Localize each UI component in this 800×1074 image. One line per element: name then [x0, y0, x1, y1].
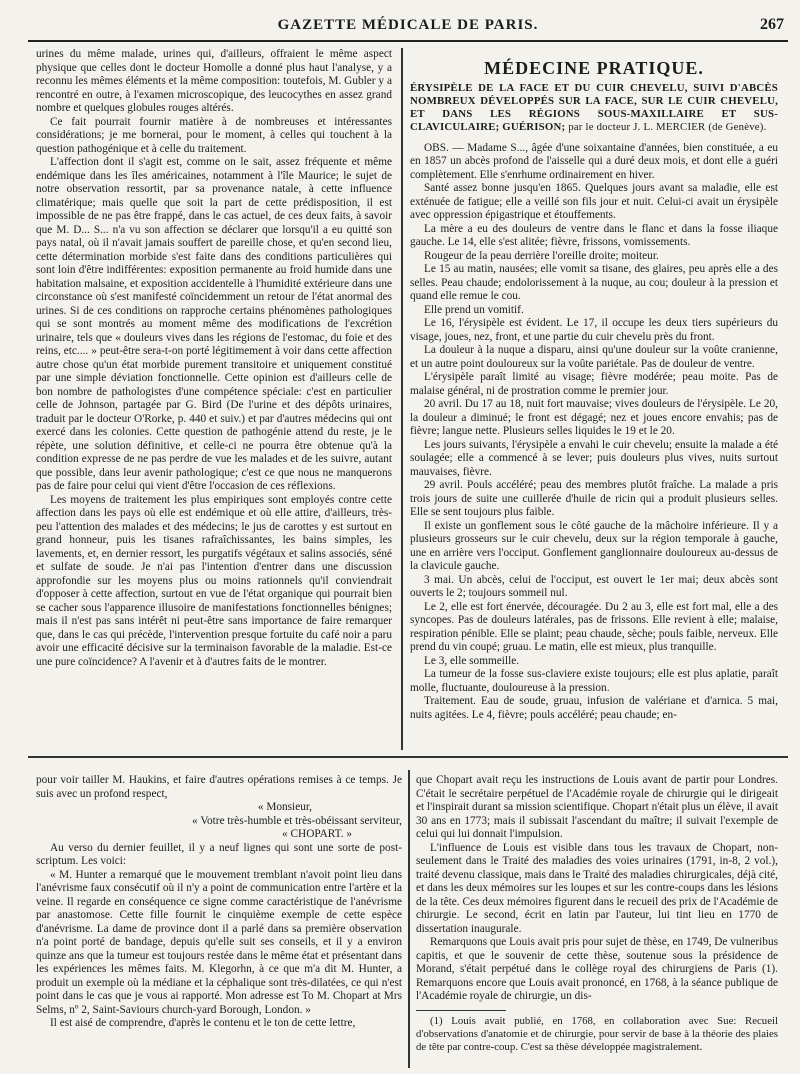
- paragraph: La douleur à la nuque a disparu, ainsi qu'une douleur sur la voûte cranienne, et un autre point douloureux sur la voûte pariétale. Pas de douleur de ventre.: [410, 344, 778, 370]
- paragraph: Au verso du dernier feuillet, il y a neuf lignes qui sont une sorte de post-scriptum. Les voici:: [36, 841, 402, 867]
- paragraph: OBS. — Madame S..., âgée d'une soixantaine d'années, bien constituée, a eu en 1857 un abcès profond de l'aisselle qui a duré deux mois, et dont elle a guéri complètement. Elle s'enrhume ordinairement en hiver.: [410, 141, 778, 181]
- paragraph: pour voir tailler M. Haukins, et faire d'autres opérations remises à ce temps. Je suis avec un profond respect,: [36, 774, 402, 800]
- letter-closing: « Votre très-humble et très-obéissant serviteur,: [192, 814, 402, 827]
- paragraph: Ce fait pourrait fournir matière à de nombreuses et intéressantes considérations; je me bornerai, pour le moment, à celles qui touchent à la question pathogénique et à celle du traitement.: [36, 115, 392, 155]
- paragraph: 3 mai. Un abcès, celui de l'occiput, est ouvert le 1er mai; deux abcès sont ouverts le 2; toujours sommeil nul.: [410, 573, 778, 599]
- paragraph: Elle prend un vomitif.: [424, 303, 524, 316]
- quoted-postscript: « M. Hunter a remarqué que le mouvement tremblant n'avoit point lieu dans l'anévrisme faux consécutif où il n'y a point de communication entre l'artère et la veine. Il regarde en conséquence ce signe comme caractéristique de l'anévrisme par anastomose. Cette fille fournit le cinquième exemple de cette espèce d'anévrisme. La dame de province dont il a parlé dans sa première observation n'a point porté de bandage, depuis qu'elle suit ses conseils, et il y a environ quinze ans que la tumeur est toujours restée dans le même état et présentant dans les expériences les mêmes faits. M. Klegorhn, à ce que m'a dit M. Hunter, a produit un exemple où la médiane et la céphalique sont très-dilatées, ce qui n'est point dans le cas que je vous ai rapporté. Mon adresse est To M. Chopart at Mrs Selms, nº 2, Saint-Saviours church-yard Borough, London. »: [36, 868, 402, 1016]
- paragraph: urines du même malade, urines qui, d'ailleurs, offraient le même aspect physique que celles dont le docteur Homolle a donné plus haut l'analyse, y a reconnu les mêmes éléments et la même composition: toutefois, M. Gubler y a rencontré en outre, à l'examen microscopique, des leucocythes en assez grand nombre et quelques globules rouges altérés.: [36, 48, 392, 114]
- paragraph: Le 15 au matin, nausées; elle vomit sa tisane, des glaires, peu après elle a des selles. Peau chaude; endolorissement à la nuque, au cou; douleur à la pression et quand elle remue le cou.: [410, 263, 778, 302]
- bottom-right-column: [416, 774, 778, 1066]
- paragraph: Il est aisé de comprendre, d'après le contenu et le ton de cette lettre,: [50, 1017, 356, 1029]
- paragraph: Santé assez bonne jusqu'en 1865. Quelques jours avant sa maladie, elle est exténuée de fatigue; elle a veillé son fils jour et nuit. Celui-ci avait un érysipèle avec oppression épigastrique et étouffements.: [410, 182, 778, 221]
- letter-salutation: « Monsieur,: [257, 801, 312, 813]
- page-number: 267: [760, 16, 784, 33]
- paragraph: 29 avril. Pouls accéléré; peau des membres plutôt fraîche. La malade a pris trois jours de suite une cuillerée d'huile de ricin qui a produit plusieurs selles. Elle se sent toujours plus faible.: [410, 479, 778, 518]
- paragraph: L'influence de Louis est visible dans tous les travaux de Chopart, non-seulement dans le Traité des maladies des voies urinaires (1791, in-8, 2 vol.), traité devenu classique, mais dans le Traité des maladies chirurgicales, déjà cité, et dans les deux mémoires sur les loupes et sur les contre-coups dans les lésions de la tête. Ces deux mémoires figurent dans le recueil des prix de l'Académie de chirurgie. Le second, écrit en latin par l'auteur, lui tint lieu en 1770 de dissertation inaugurale.: [416, 841, 778, 935]
- paragraph: Le 2, elle est fort énervée, découragée. Du 2 au 3, elle est fort mal, elle a des syncopes. Pas de douleurs latérales, pas de frissons. Elle revient à elle; malaise, respiration pénible. Elle se plaint; peau chaude, sèche; pouls faible, nerveux. Elle prend du vin coupé; gruau. Le matin, elle est mieux, plus tranquille.: [410, 600, 778, 653]
- article-title-text: ÉRYSIPÈLE DE LA FACE ET DU CUIR CHEVELU, SUIVI D'ABCÈS NOMBREUX DÉVELOPPÉS SUR LA FACE, SUR LE CUIR CHEVELU, ET DANS LES RÉGIONS SOUS-MAXILLAIRE ET SUS-CLAVICULAIRE; GUÉRISON;: [410, 81, 778, 133]
- paragraph: que Chopart avait reçu les instructions de Louis avant de partir pour Londres. C'était le secrétaire perpétuel de l'Académie royale de chirurgie qui le dirigeait et l'inspirait durant sa mission scientifique. Chopart n'était plus un élève, il avait 30 ans en 1773; mais il subissait l'ascendant du maître; il suivait l'exemple de celui qui lui donnait l'impulsion.: [416, 774, 778, 840]
- bottom-left-column: [36, 774, 402, 1066]
- paragraph: Le 16, l'érysipèle est évident. Le 17, il occupe les deux tiers supérieurs du visage, joues, nez, front, et une partie du cuir chevelu près du front.: [410, 317, 778, 343]
- section-title: MÉDECINE PRATIQUE.: [484, 58, 704, 78]
- paragraph: Traitement. Eau de soude, gruau, infusion de valériane et d'arnica. 5 mai, nuits agitées. Le 4, fièvre; pouls accéléré; peau chaude; en-: [410, 695, 778, 721]
- footnote-rule: [416, 1010, 506, 1011]
- paragraph: L'affection dont il s'agit est, comme on le sait, assez fréquente et même endémique dans les îles américaines, notamment à l'île Maurice; le sujet de notre observation ressortit, par sa provenance natale, à cette influence climatérique; mais quelle que soit la part de cette prédisposition, il est impossible de ne pas être frappé, dans le cas actuel, de ces deux faits, à savoir que M. D... S... n'a vu son affection se déclarer que lorsqu'il a eu quitté son pays natal, où il n'avait jamais souffert de pareille chose, et qu'en second lieu, cette détermination morbide s'est faite dans des conditions particulières qui sont loin d'être indifférentes: exposition permanente au froid humide dans une habitation malsaine, et exposition accidentelle à l'humidité extérieure dans une circonstance où s'est manifesté coïncidemment un retour de l'état anormal des urines. Si de ces conditions on rapproche certains phénomènes pathologiques qui se sont montrés au moment même des modifications de l'excrétion urinaire, tels que « douleurs vives dans les régions de l'estomac, du foie et des reins, etc.... » peut-être sera-t-on porté légitimement à voir dans cette affection autre chose qu'un état morbide purement transitoire et uniquement constitué par une simple déviation fonctionnelle. Cette opinion est d'ailleurs celle de bon nombre de pathologistes d'une compétence spéciale: c'est en particulier celle de Johnson, partagée par G. Bird (De l'urine et des dépôts urinaires, traduit par le docteur O'Rorke, p. 440 et suiv.) et par d'autres médecins qui ont exercé dans les colonies. Cette question de pathogénie attend du reste, je le répète, une solution définitive, et celle-ci ne pourra être obtenue qu'à la condition expresse de ne pas perdre de vue les malades et de les suivre, autant que possible, dans leur avenir pathologique; c'est ce que nous ne manquerons pas de faire pour celui qui vient d'être l'occasion de ces réflexions.: [36, 156, 392, 492]
- top-left-column: [36, 48, 392, 748]
- paragraph: Les moyens de traitement les plus empiriques sont employés contre cette affection dans les pays où elle est endémique et où elle attire, d'ailleurs, très-peu l'attention des malades et des médecins; le jus de carottes y est surtout en grand honneur, puis les tisanes rafraîchissantes, les bains simples, les lavements, et, en dernier ressort, les purgatifs végétaux et salins associés, séné et sulfate de soude. Je n'ai pas l'intention d'entrer dans une discussion approfondie sur les moyens plus ou moins rationnels qu'il conviendrait d'opposer à cette affection, surtout en vue de l'état organique qui pourrait bien se cacher sous l'apparence illusoire de manifestations fonctionnelles bénignes; mais il n'est pas sans intérêt ni peut-être sans importance de faire remarquer que, dans le cas qui précède, l'intervention presque fortuite du café noir a paru avoir une efficacité décisive sur la terminaison favorable de la maladie. Est-ce une pure coïncidence? A l'avenir et à d'autres faits de le montrer.: [36, 493, 392, 668]
- page-header: [28, 14, 788, 42]
- paragraph: La tumeur de la fosse sus-claviere existe toujours; elle est plus aplatie, paraît molle, fluctuante, douloureuse à la pression.: [410, 668, 778, 694]
- paragraph: Le 3, elle sommeille.: [424, 654, 520, 667]
- paragraph: La mère a eu des douleurs de ventre dans le flanc et dans la fosse iliaque gauche. Le 14, elle s'est alitée; fièvre, frissons, vomissements.: [410, 222, 778, 248]
- top-right-column: [410, 48, 778, 748]
- paragraph: Remarquons que Louis avait pris pour sujet de thèse, en 1749, De vulneribus capitis, et que le souvenir de cette thèse, soutenue sous la présidence de Morand, s'était perpétué dans le collège royal des chirurgiens de Paris (1). Remarquons encore que Louis avait prononcé, en 1768, à la séance publique de l'Académie royale de chirurgie, un dis-: [416, 936, 778, 1002]
- paragraph: Rougeur de la peau derrière l'oreille droite; moiteur.: [424, 249, 659, 262]
- section-divider: [28, 756, 788, 758]
- column-divider-top: [401, 48, 403, 750]
- journal-title: GAZETTE MÉDICALE DE PARIS.: [277, 17, 539, 33]
- paragraph: L'érysipèle paraît limité au visage; fièvre modérée; peau moite. Pas de malaise général, ni de prostration comme le premier jour.: [410, 371, 778, 397]
- column-divider-bottom: [408, 770, 410, 1068]
- article-author: par le docteur J. L. MERCIER (de Genève).: [568, 120, 767, 133]
- paragraph: Il existe un gonflement sous le côté gauche de la mâchoire inférieure. Il y a plusieurs grosseurs sur le cuir chevelu, deux sur la région temporale à gauche, une en arrière vers l'occiput. Gonflement ganglionnaire douloureux au-dessus de la clavicule gauche.: [410, 519, 778, 572]
- paragraph: 20 avril. Du 17 au 18, nuit fort mauvaise; vives douleurs de l'érysipèle. Le 20, la douleur a diminué; le front est dégagé; nez et joues encore envahis; pas de fièvre; langue nette. Plusieurs selles liquides le 19 et le 20.: [410, 398, 778, 437]
- paragraph: Les jours suivants, l'érysipèle a envahi le cuir chevelu; ensuite la malade a été soulagée; elle a commencé à se lever; puis douleurs plus vives, nuits surtout mauvaises, fièvre.: [410, 438, 778, 478]
- letter-signature: « CHOPART. »: [282, 828, 352, 840]
- footnote: (1) Louis avait publié, en 1768, en collaboration avec Sue: Recueil d'observations d'anatomie et de chirurgie, pour servir de base à la théorie des plaies de tête par contre-coup. C'est sa thèse développée magistralement.: [416, 1014, 778, 1053]
- article-title: [410, 82, 778, 134]
